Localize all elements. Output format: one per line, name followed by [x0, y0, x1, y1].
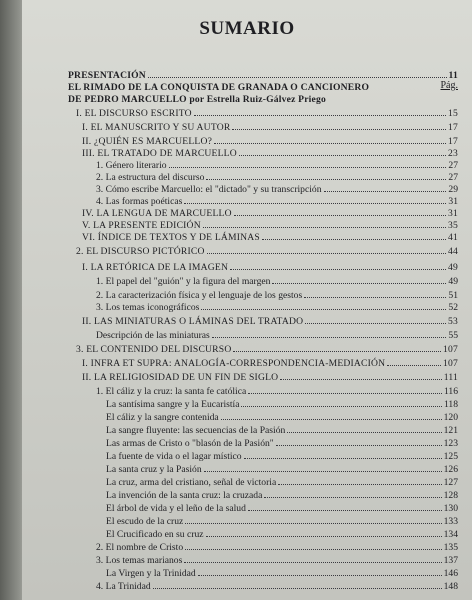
toc-entry: 2. El nombre de Cristo 135	[96, 542, 458, 553]
toc-entry: La Virgen y la Trinidad 146	[106, 568, 458, 579]
toc-entry: El Crucificado en su cruz 134	[106, 529, 458, 540]
toc-entry: PRESENTACIÓN 11	[68, 70, 458, 81]
toc-entry: 3. EL CONTENIDO DEL DISCURSO 107	[76, 344, 458, 355]
book-page	[22, 0, 472, 600]
toc-entry: 2. EL DISCURSO PICTÓRICO 44	[76, 246, 458, 257]
toc-entry: 2. La estructura del discurso 27	[96, 172, 458, 183]
page-title: SUMARIO	[199, 18, 295, 39]
toc-entry: 3. Los temas iconográficos 52	[96, 302, 458, 313]
toc-entry: III. EL TRATADO DE MARCUELLO 23	[82, 148, 458, 159]
toc-entry: La cruz, arma del cristiano, señal de victoria 127	[106, 477, 458, 488]
toc-entry: La santa cruz y la Pasión 126	[106, 464, 458, 475]
toc-entry: EL RIMADO DE LA CONQUISTA DE GRANADA O CANCIONERO	[68, 82, 370, 93]
toc-entry: 1. Género literario 27	[96, 160, 458, 171]
toc-entry: VI. ÍNDICE DE TEXTOS Y DE LÁMINAS 41	[82, 232, 458, 243]
page-column-header: Pág.	[440, 80, 458, 91]
toc-entry: V. LA PRESENTE EDICIÓN 35	[82, 220, 458, 231]
toc-entry: I. EL MANUSCRITO Y SU AUTOR 17	[82, 122, 458, 133]
toc-entry: El árbol de vida y el leño de la salud 130	[106, 503, 458, 514]
toc-entry: 4. Las formas poéticas 31	[96, 196, 458, 207]
toc-entry: Descripción de las miniaturas 55	[96, 330, 458, 341]
toc-entry: I. EL DISCURSO ESCRITO 15	[76, 108, 458, 119]
toc-entry: La fuente de vida o el lagar místico 125	[106, 451, 458, 462]
toc-entry: I. INFRA ET SUPRA: ANALOGÍA-CORRESPONDENCIA-MEDIACIÓN 107	[82, 358, 458, 369]
toc-entry: 1. El cáliz y la cruz: la santa fe católica 116	[96, 386, 458, 397]
toc-entry: 4. La Trinidad 148	[96, 581, 458, 592]
toc-entry: 1. El papel del "guión" y la figura del margen 49	[96, 276, 458, 287]
toc-entry: El cáliz y la sangre contenida 120	[106, 412, 458, 423]
toc-entry: Las armas de Cristo o "blasón de la Pasión" 123	[106, 438, 458, 449]
toc-entry: II. LA RELIGIOSIDAD DE UN FIN DE SIGLO 111	[82, 372, 458, 383]
toc-entry: IV. LA LENGUA DE MARCUELLO 31	[82, 208, 458, 219]
toc-entry: 2. La caracterización física y el lenguaje de los gestos 51	[96, 290, 458, 301]
toc-entry: II. LAS MINIATURAS O LÁMINAS DEL TRATADO 53	[82, 316, 458, 327]
toc-entry: 3. Los temas marianos 137	[96, 555, 458, 566]
toc-entry: I. LA RETÓRICA DE LA IMAGEN 49	[82, 262, 458, 273]
toc-entry: El escudo de la cruz 133	[106, 516, 458, 527]
toc-entry: DE PEDRO MARCUELLO por Estrella Ruiz-Gálvez Priego	[68, 94, 326, 105]
toc-entry: 3. Cómo escribe Marcuello: el "dictado" y su transcripción 29	[96, 184, 458, 195]
toc-entry: La sangre fluyente: las secuencias de la Pasión 121	[106, 425, 458, 436]
toc-entry: II. ¿QUIÉN ES MARCUELLO? 17	[82, 136, 458, 147]
toc-entry: La santísima sangre y la Eucaristía 118	[106, 399, 458, 410]
toc-entry: La invención de la santa cruz: la cruzada 128	[106, 490, 458, 501]
